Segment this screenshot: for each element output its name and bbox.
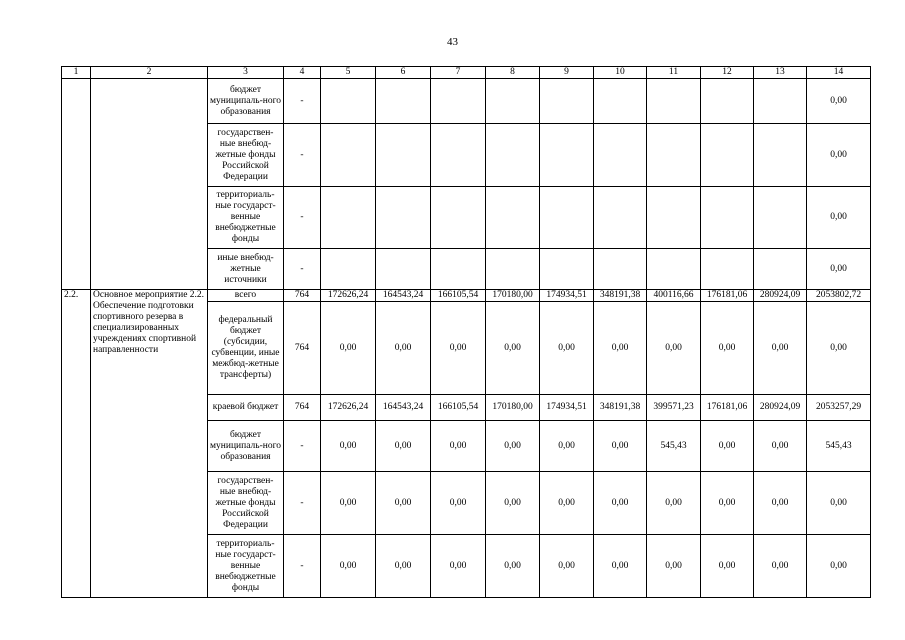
value-cell: 172626,24 [321, 290, 376, 302]
value-cell: 348191,38 [594, 290, 647, 302]
total-cell: 0,00 [807, 249, 871, 290]
value-cell: 174934,51 [540, 290, 594, 302]
value-cell: 0,00 [754, 535, 807, 598]
total-cell: 0,00 [807, 187, 871, 249]
header-cell: 12 [701, 67, 754, 79]
header-row [62, 67, 871, 79]
value-cell: 0,00 [754, 472, 807, 535]
header-cell: 1 [62, 67, 91, 79]
value-cell: 176181,06 [701, 290, 754, 302]
value-cell: 0,00 [540, 421, 594, 472]
code-cell: - [284, 124, 321, 187]
table-row [62, 79, 871, 124]
value-cell [540, 124, 594, 187]
budget-table [61, 66, 871, 598]
total-cell: 0,00 [807, 535, 871, 598]
value-cell [754, 124, 807, 187]
value-cell: 0,00 [321, 302, 376, 395]
code-cell: - [284, 187, 321, 249]
value-cell [647, 79, 701, 124]
header-cell: 2 [91, 67, 208, 79]
value-cell [486, 124, 540, 187]
value-cell [431, 79, 486, 124]
value-cell: 0,00 [486, 472, 540, 535]
value-cell [321, 249, 376, 290]
code-cell: - [284, 249, 321, 290]
value-cell: 164543,24 [376, 290, 431, 302]
value-cell: 0,00 [486, 421, 540, 472]
value-cell [701, 187, 754, 249]
code-cell: - [284, 79, 321, 124]
code-cell: 764 [284, 290, 321, 302]
total-cell: 0,00 [807, 124, 871, 187]
value-cell: 0,00 [594, 535, 647, 598]
value-cell: 400116,66 [647, 290, 701, 302]
value-cell [594, 249, 647, 290]
header-cell: 5 [321, 67, 376, 79]
value-cell [376, 79, 431, 124]
value-cell: 0,00 [594, 421, 647, 472]
funding-source-cell: территориаль-ные государст-венные внебюджетные фонды [208, 535, 284, 598]
value-cell [701, 79, 754, 124]
value-cell [431, 187, 486, 249]
value-cell: 0,00 [431, 421, 486, 472]
code-cell: - [284, 472, 321, 535]
code-cell: 764 [284, 302, 321, 395]
value-cell: 399571,23 [647, 395, 701, 421]
value-cell: 172626,24 [321, 395, 376, 421]
funding-source-cell: краевой бюджет [208, 395, 284, 421]
value-cell: 0,00 [376, 421, 431, 472]
value-cell [376, 187, 431, 249]
event-title-cell: Основное мероприятие 2.2. Обеспечение подготовки спортивного резерва в специализированных учреждениях спортивной направленности [91, 290, 208, 598]
value-cell: 0,00 [376, 472, 431, 535]
header-cell: 8 [486, 67, 540, 79]
code-cell: - [284, 421, 321, 472]
value-cell [540, 187, 594, 249]
value-cell: 0,00 [754, 302, 807, 395]
total-cell: 545,43 [807, 421, 871, 472]
row-index-cell: 2.2. [62, 290, 91, 598]
value-cell: 0,00 [647, 535, 701, 598]
funding-source-cell: всего [208, 290, 284, 302]
value-cell: 0,00 [376, 535, 431, 598]
page-number: 43 [447, 36, 458, 48]
value-cell [594, 79, 647, 124]
value-cell [701, 124, 754, 187]
total-cell: 2053257,29 [807, 395, 871, 421]
value-cell: 0,00 [486, 302, 540, 395]
row-index-cell [62, 79, 91, 290]
value-cell [431, 249, 486, 290]
header-cell: 7 [431, 67, 486, 79]
total-cell: 2053802,72 [807, 290, 871, 302]
value-cell: 0,00 [647, 472, 701, 535]
value-cell: 0,00 [321, 535, 376, 598]
value-cell [647, 249, 701, 290]
header-cell: 11 [647, 67, 701, 79]
value-cell [486, 187, 540, 249]
value-cell [376, 124, 431, 187]
value-cell: 0,00 [594, 302, 647, 395]
value-cell: 0,00 [701, 421, 754, 472]
value-cell [647, 124, 701, 187]
value-cell: 348191,38 [594, 395, 647, 421]
value-cell: 166105,54 [431, 290, 486, 302]
total-cell: 0,00 [807, 472, 871, 535]
value-cell [594, 124, 647, 187]
funding-source-cell: государствен-ные внебюд-жетные фонды Российской Федерации [208, 124, 284, 187]
value-cell: 0,00 [701, 472, 754, 535]
funding-source-cell: государствен-ные внебюд-жетные фонды Российской Федерации [208, 472, 284, 535]
value-cell: 164543,24 [376, 395, 431, 421]
funding-source-cell: бюджет муниципаль-ного образования [208, 421, 284, 472]
header-cell: 13 [754, 67, 807, 79]
header-cell: 3 [208, 67, 284, 79]
value-cell [754, 79, 807, 124]
funding-source-cell: федеральный бюджет (субсидии, субвенции, иные межбюд-жетные трансферты) [208, 302, 284, 395]
value-cell: 0,00 [431, 535, 486, 598]
value-cell [701, 249, 754, 290]
value-cell [321, 187, 376, 249]
value-cell: 170180,00 [486, 395, 540, 421]
header-cell: 6 [376, 67, 431, 79]
funding-source-cell: бюджет муниципаль-ного образования [208, 79, 284, 124]
value-cell: 170180,00 [486, 290, 540, 302]
value-cell [754, 249, 807, 290]
total-cell: 0,00 [807, 302, 871, 395]
code-cell: 764 [284, 395, 321, 421]
header-cell: 4 [284, 67, 321, 79]
funding-source-cell: территориаль-ные государст-венные внебюджетные фонды [208, 187, 284, 249]
value-cell: 0,00 [701, 535, 754, 598]
value-cell [540, 79, 594, 124]
value-cell [486, 249, 540, 290]
value-cell: 176181,06 [701, 395, 754, 421]
value-cell [376, 249, 431, 290]
event-title-cell [91, 79, 208, 290]
header-cell: 14 [807, 67, 871, 79]
value-cell: 545,43 [647, 421, 701, 472]
total-cell: 0,00 [807, 79, 871, 124]
value-cell: 0,00 [647, 302, 701, 395]
funding-source-cell: иные внебюд-жетные источники [208, 249, 284, 290]
value-cell: 0,00 [321, 421, 376, 472]
value-cell [594, 187, 647, 249]
value-cell: 280924,09 [754, 395, 807, 421]
value-cell: 0,00 [376, 302, 431, 395]
value-cell [540, 249, 594, 290]
value-cell: 0,00 [594, 472, 647, 535]
value-cell: 0,00 [486, 535, 540, 598]
value-cell: 0,00 [540, 302, 594, 395]
value-cell [647, 187, 701, 249]
value-cell: 0,00 [431, 302, 486, 395]
value-cell: 166105,54 [431, 395, 486, 421]
value-cell [321, 79, 376, 124]
value-cell [321, 124, 376, 187]
value-cell: 0,00 [321, 472, 376, 535]
value-cell: 0,00 [701, 302, 754, 395]
value-cell: 0,00 [754, 421, 807, 472]
table-row [62, 290, 871, 302]
value-cell: 0,00 [540, 472, 594, 535]
value-cell: 174934,51 [540, 395, 594, 421]
code-cell: - [284, 535, 321, 598]
value-cell: 280924,09 [754, 290, 807, 302]
value-cell: 0,00 [431, 472, 486, 535]
value-cell [431, 124, 486, 187]
value-cell [754, 187, 807, 249]
value-cell [486, 79, 540, 124]
header-cell: 10 [594, 67, 647, 79]
value-cell: 0,00 [540, 535, 594, 598]
header-cell: 9 [540, 67, 594, 79]
